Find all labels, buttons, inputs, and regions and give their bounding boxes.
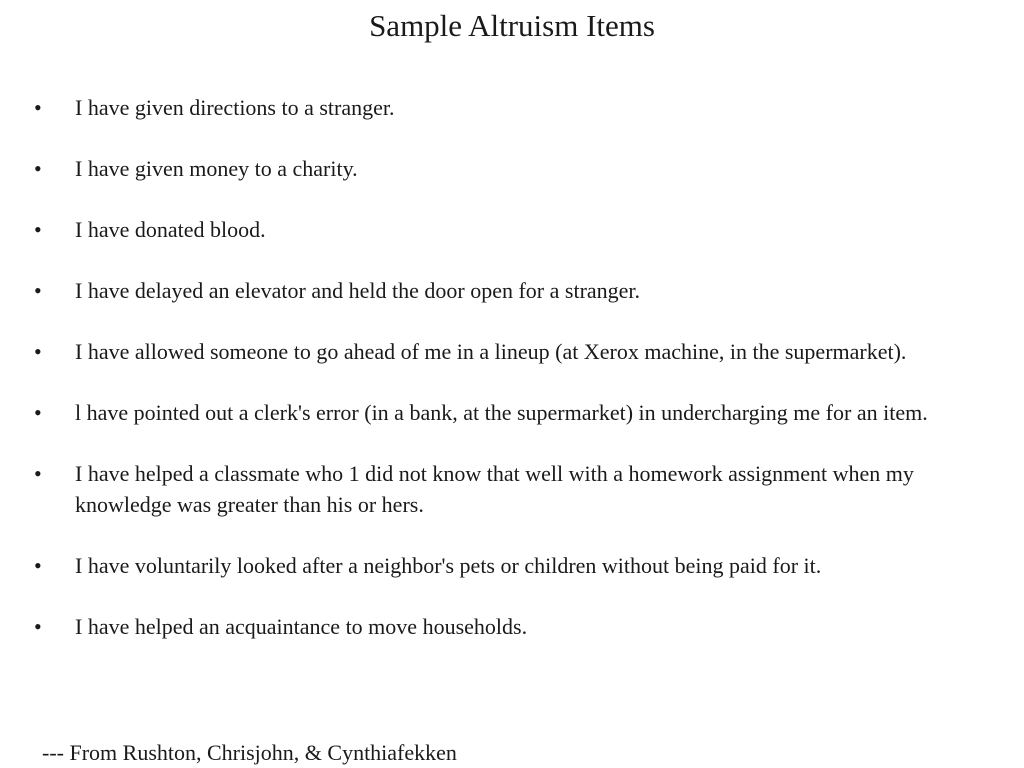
bullet-icon: • xyxy=(34,553,42,578)
list-item xyxy=(0,336,1024,367)
bullet-icon: • xyxy=(34,95,42,120)
list-item xyxy=(0,153,1024,184)
bullet-icon: • xyxy=(34,461,42,486)
list-item xyxy=(0,397,1024,428)
item-text: I have given directions to a stranger. xyxy=(75,95,395,120)
page-title: Sample Altruism Items xyxy=(369,8,655,43)
item-text: l have pointed out a clerk's error (in a bank, at the supermarket) in undercharging me for an item. xyxy=(75,400,928,425)
item-text: I have delayed an elevator and held the door open for a stranger. xyxy=(75,278,641,303)
item-text: I have helped a classmate who 1 did not know that well with a homework assignment when my knowledge was greater than his or hers. xyxy=(75,461,914,517)
item-text: I have donated blood. xyxy=(75,217,266,242)
list-item xyxy=(0,458,1024,520)
item-text: I have given money to a charity. xyxy=(75,156,358,181)
list-item xyxy=(0,214,1024,245)
source-citation: --- From Rushton, Chrisjohn, & Cynthiafekken xyxy=(42,740,457,765)
list-item xyxy=(0,275,1024,306)
bullet-icon: • xyxy=(34,156,42,181)
item-text: I have allowed someone to go ahead of me in a lineup (at Xerox machine, in the supermarket). xyxy=(75,339,907,364)
item-text: I have voluntarily looked after a neighbor's pets or children without being paid for it. xyxy=(75,553,822,578)
altruism-items-list xyxy=(0,92,1024,672)
bullet-icon: • xyxy=(34,339,42,364)
bullet-icon: • xyxy=(34,278,42,303)
list-item xyxy=(0,550,1024,581)
list-item xyxy=(0,611,1024,642)
bullet-icon: • xyxy=(34,614,42,639)
bullet-icon: • xyxy=(34,400,42,425)
bullet-icon: • xyxy=(34,217,42,242)
item-text: I have helped an acquaintance to move households. xyxy=(75,614,528,639)
list-item xyxy=(0,92,1024,123)
